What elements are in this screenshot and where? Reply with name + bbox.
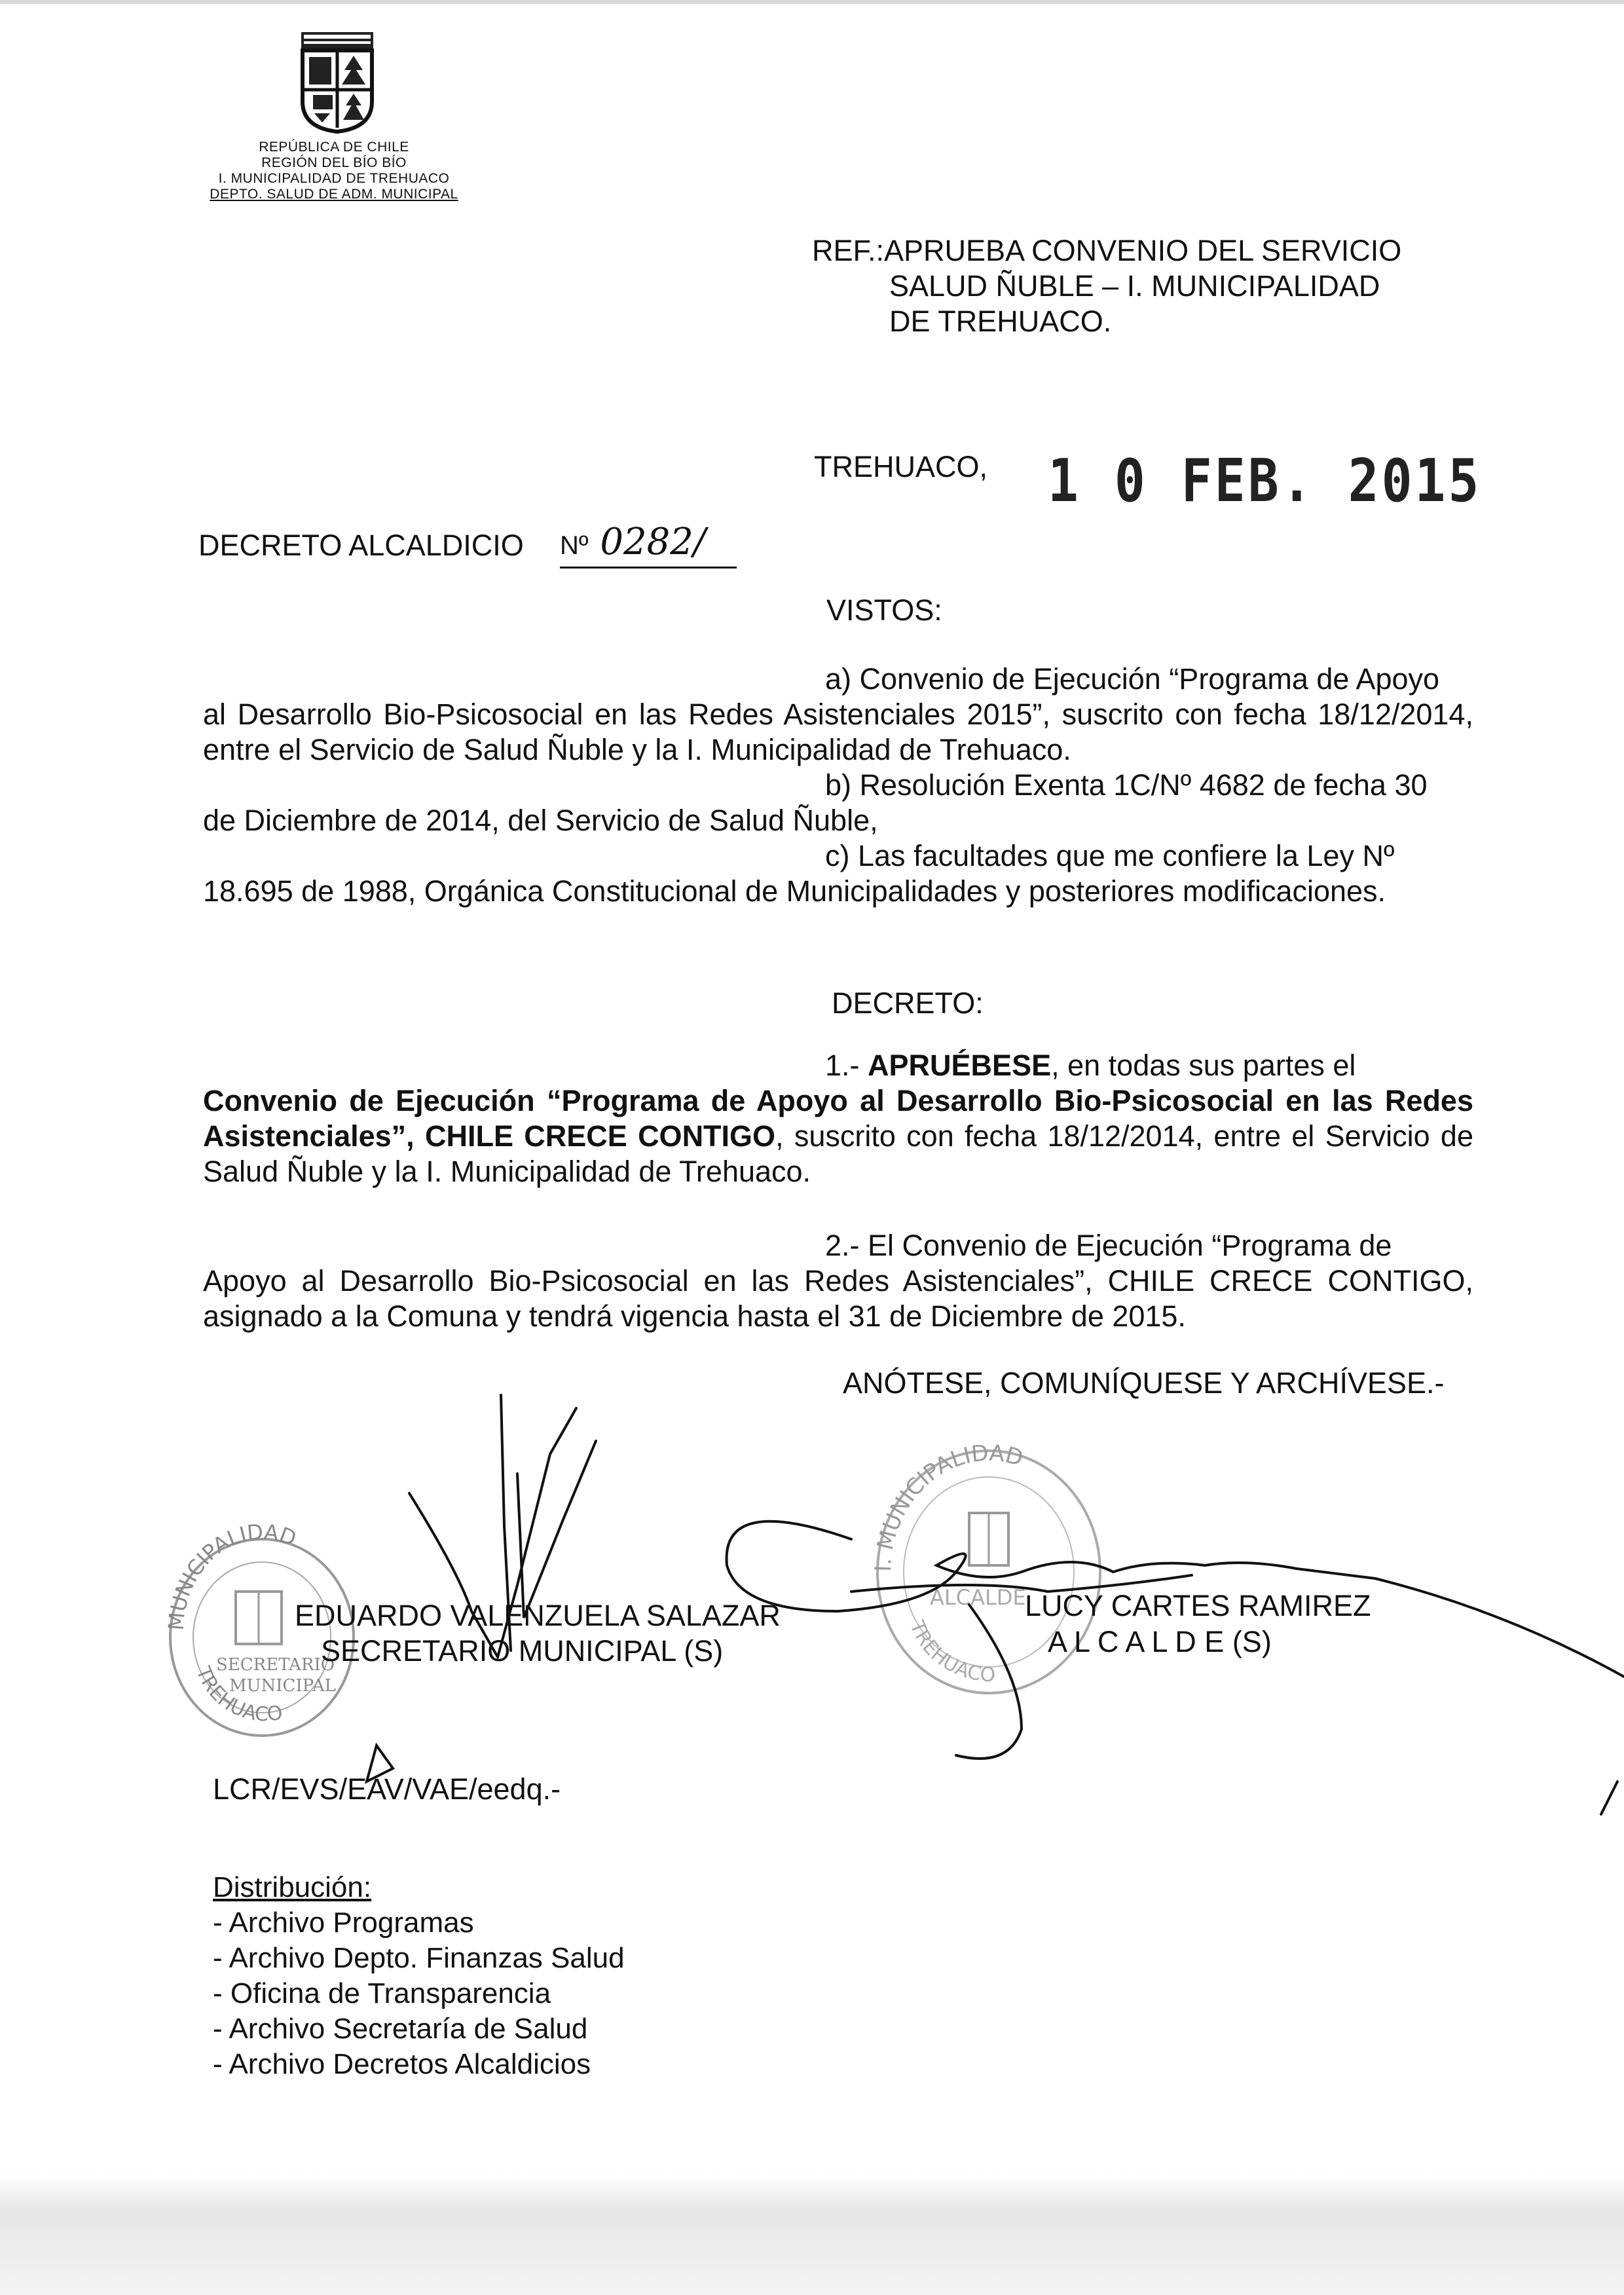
distribution-list xyxy=(213,1870,625,2082)
mayor-seal-ring: I. MUNICIPALIDAD xyxy=(870,1440,1026,1573)
mayor-title: A L C A L D E (S) xyxy=(1048,1625,1272,1658)
reference-line-2: SALUD ÑUBLE – I. MUNICIPALIDAD xyxy=(889,269,1380,303)
decreto-heading: DECRETO: xyxy=(832,986,984,1020)
decree-number: 0282/ xyxy=(600,521,706,563)
place: TREHUACO, xyxy=(814,450,988,483)
decree-number-prefix: Nº xyxy=(560,531,589,560)
decreto-item-1-after-verb: , en todas sus partes el xyxy=(1051,1049,1356,1082)
closing-formula: ANÓTESE, COMUNÍQUESE Y ARCHÍVESE.- xyxy=(843,1366,1445,1400)
decreto-item-2-rest: Apoyo al Desarrollo Bio-Psicosocial en las Redes Asistenciales”, CHILE CRECE CONTIGO, asignado a la Comuna y tendrá vigencia hasta el 31 de Diciembre de 2015. xyxy=(203,1264,1473,1333)
distribution-heading: Distribución: xyxy=(213,1871,372,1903)
secretary-name: EDUARDO VALENZUELA SALAZAR xyxy=(295,1599,781,1632)
letterhead-municipality: I. MUNICIPALIDAD DE TREHUACO xyxy=(218,171,450,186)
decree-label: DECRETO ALCALDICIO xyxy=(198,529,524,562)
vistos-item-c-rest: 18.695 de 1988, Orgánica Constitucional de Municipalidades y posteriores modificaciones. xyxy=(203,874,1386,908)
decreto-item-2 xyxy=(203,1228,1473,1334)
decreto-item-1-lead xyxy=(203,1048,1473,1083)
vistos-item-b-rest: de Diciembre de 2014, del Servicio de Salud Ñuble, xyxy=(203,804,878,837)
mayor-name: LUCY CARTES RAMIREZ xyxy=(1025,1589,1371,1622)
distribution-item: - Archivo Programas xyxy=(213,1907,474,1939)
vistos-heading: VISTOS: xyxy=(826,593,942,627)
reference-line-1: REF.:APRUEBA CONVENIO DEL SERVICIO xyxy=(812,234,1402,267)
letterhead-department: DEPTO. SALUD DE ADM. MUNICIPAL xyxy=(210,187,458,202)
distribution-item: - Archivo Depto. Finanzas Salud xyxy=(213,1942,625,1974)
municipal-crest-icon xyxy=(295,29,380,134)
page-bottom-edge xyxy=(0,2174,1624,2295)
svg-text:TREHUACO xyxy=(905,1617,996,1687)
secretary-seal-inner-2: MUNICIPAL xyxy=(229,1676,336,1696)
mayor-seal-bottom: TREHUACO xyxy=(905,1618,996,1687)
mayor-seal-inner: ALCALDE xyxy=(930,1585,1026,1610)
distribution-item: - Archivo Decretos Alcaldicios xyxy=(213,2048,591,2080)
distribution-item: - Oficina de Transparencia xyxy=(213,1977,551,2009)
secretary-signature-stroke-3 xyxy=(517,1441,596,1618)
secretary-seal-bottom: TREHUACO xyxy=(191,1663,284,1726)
secretary-title: SECRETARIO MUNICIPAL (S) xyxy=(321,1634,724,1668)
mayor-signature-tail xyxy=(1601,1782,1617,1814)
decreto-item-1-verb: APRUÉBESE xyxy=(868,1049,1052,1082)
secretary-seal-inner-1: SECRETARIO xyxy=(216,1655,335,1675)
vistos-item-a xyxy=(203,662,1473,768)
decreto-item-1-title: Convenio de Ejecución “Programa de Apoyo al Desarrollo Bio-Psicosocial en las Redes Asistenciales”, CHILE CRECE CONTIGO xyxy=(203,1084,1473,1153)
svg-text:I. MUNICIPALIDAD xyxy=(870,1440,1026,1573)
decreto-item-1 xyxy=(203,1048,1473,1189)
initials: LCR/EVS/EAV/VAE/eedq.- xyxy=(213,1772,561,1806)
distribution-item: - Archivo Secretaría de Salud xyxy=(213,2013,588,2045)
letterhead-region: REGIÓN DEL BÍO BÍO xyxy=(261,155,407,170)
date-stamp: 1 0 FEB. 2015 xyxy=(1048,447,1482,515)
decree-number-field xyxy=(560,521,737,569)
decreto-item-2-first: 2.- El Convenio de Ejecución “Programa de xyxy=(825,1229,1392,1262)
vistos-item-b xyxy=(203,768,1473,838)
vistos-item-c xyxy=(203,838,1473,909)
vistos-item-a-first: a) Convenio de Ejecución “Programa de Apoyo xyxy=(825,662,1440,696)
vistos-item-a-rest: al Desarrollo Bio-Psicosocial en las Redes Asistenciales 2015”, suscrito con fecha 18/12/2014, entre el Servicio de Salud Ñuble y la I. Municipalidad de Trehuaco. xyxy=(203,698,1473,766)
reference-line-3: DE TREHUACO. xyxy=(889,305,1112,338)
secretary-seal-ring: MUNICIPALIDAD xyxy=(163,1519,300,1632)
vistos-item-b-first: b) Resolución Exenta 1C/Nº 4682 de fecha 30 xyxy=(825,768,1428,802)
reference-block xyxy=(812,233,1467,339)
decreto-item-1-number: 1.- xyxy=(825,1049,860,1082)
page-top-edge xyxy=(0,0,1624,4)
decreto-item-1-rest: , suscrito con fecha 18/12/2014, entre el Servicio de Salud Ñuble y la I. Municipalidad de Trehuaco. xyxy=(203,1119,1473,1188)
letterhead-country: REPÚBLICA DE CHILE xyxy=(259,140,409,155)
vistos-item-c-first: c) Las facultades que me confiere la Ley Nº xyxy=(825,839,1395,872)
svg-text:MUNICIPALIDAD xyxy=(164,1519,300,1631)
